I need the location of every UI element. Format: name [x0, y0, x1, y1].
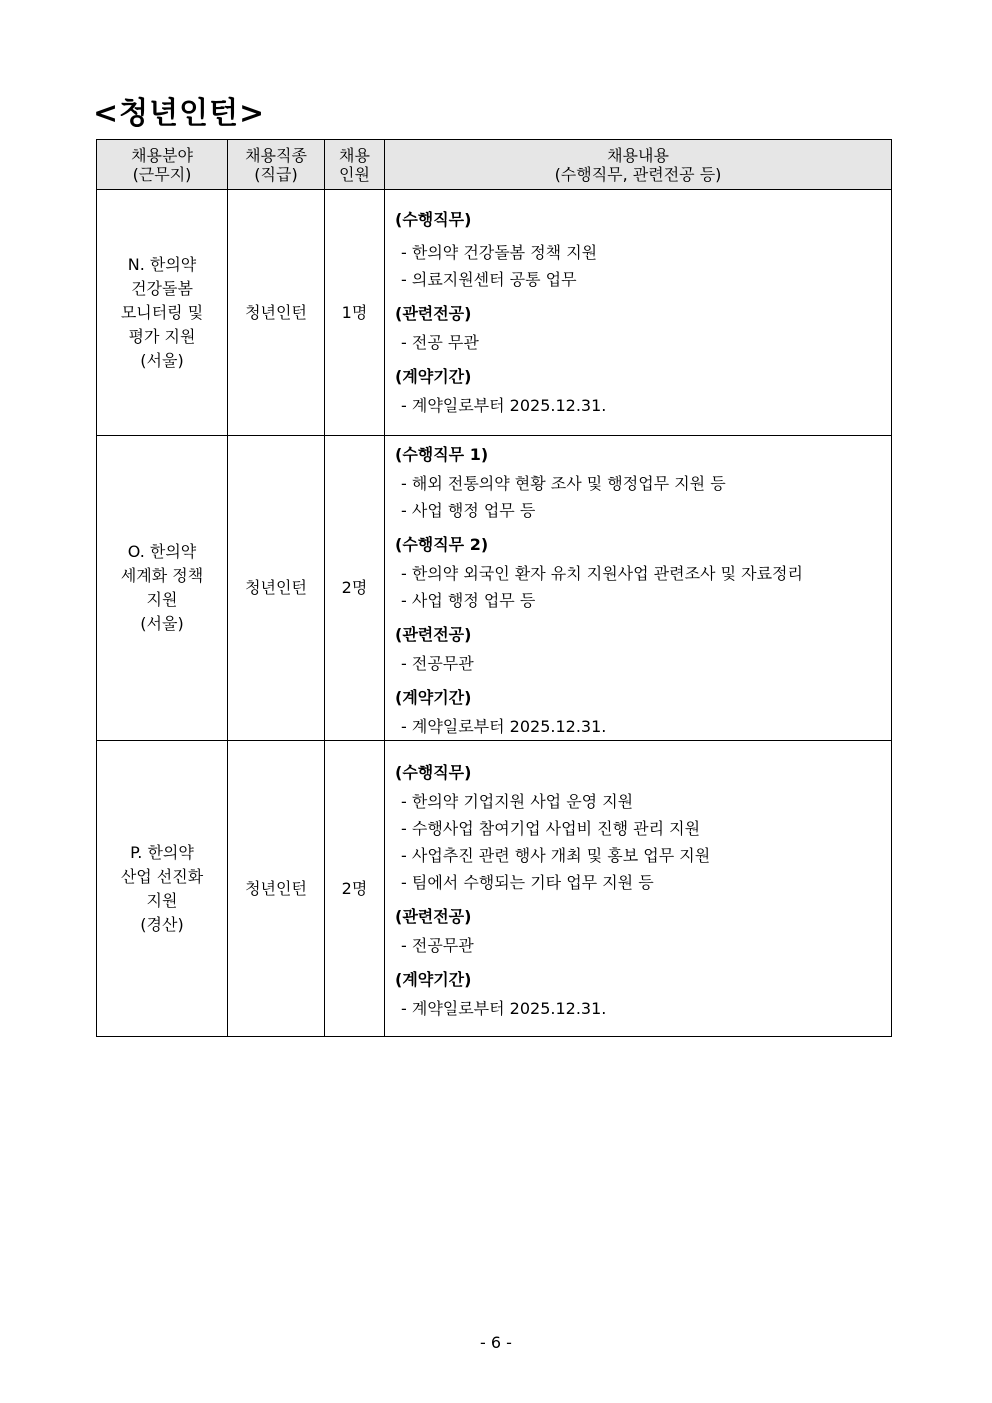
- count-cell: 1명: [325, 190, 385, 436]
- header-field: 채용분야 (근무지): [97, 140, 228, 190]
- list-item: - 수행사업 참여기업 사업비 진행 관리 지원: [401, 819, 701, 838]
- list-item: - 사업 행정 업무 등: [401, 591, 536, 610]
- job-cell: 청년인턴: [228, 741, 325, 1037]
- table-row: [97, 741, 892, 1037]
- recruitment-table: [96, 139, 892, 1037]
- table-header-row: [97, 140, 892, 190]
- content-cell: [385, 190, 892, 436]
- content-cell: [385, 741, 892, 1037]
- list-item: - 팀에서 수행되는 기타 업무 지원 등: [401, 873, 654, 892]
- count-cell: 2명: [325, 436, 385, 741]
- list-item: - 계약일로부터 2025.12.31.: [401, 717, 607, 736]
- section-title: (수행직무): [395, 210, 472, 229]
- field-cell: O. 한의약 세계화 정책 지원 (서울): [97, 436, 228, 741]
- field-cell: P. 한의약 산업 선진화 지원 (경산): [97, 741, 228, 1037]
- list-item: - 한의약 기업지원 사업 운영 지원: [401, 792, 634, 811]
- header-count: 채용 인원: [325, 140, 385, 190]
- list-item: - 전공무관: [401, 654, 474, 673]
- section-title: (계약기간): [395, 688, 472, 707]
- list-item: - 계약일로부터 2025.12.31.: [401, 396, 607, 415]
- list-item: - 사업추진 관련 행사 개최 및 홍보 업무 지원: [401, 846, 711, 865]
- section-title: (관련전공): [395, 625, 472, 644]
- job-cell: 청년인턴: [228, 190, 325, 436]
- list-item: - 한의약 건강돌봄 정책 지원: [401, 243, 598, 262]
- header-content: 채용내용 (수행직무, 관련전공 등): [385, 140, 892, 190]
- count-cell: 2명: [325, 741, 385, 1037]
- section-title: (수행직무 2): [395, 535, 489, 554]
- list-item: - 전공 무관: [401, 333, 479, 352]
- list-item: - 계약일로부터 2025.12.31.: [401, 999, 607, 1018]
- section-title: (수행직무): [395, 763, 472, 782]
- section-title: (계약기간): [395, 367, 472, 386]
- list-item: - 전공무관: [401, 936, 474, 955]
- section-title: (계약기간): [395, 970, 472, 989]
- list-item: - 한의약 외국인 환자 유치 지원사업 관련조사 및 자료정리: [401, 564, 803, 583]
- table-row: [97, 190, 892, 436]
- list-item: - 해외 전통의약 현황 조사 및 행정업무 지원 등: [401, 474, 726, 493]
- content-cell: [385, 436, 892, 741]
- section-title: (관련전공): [395, 304, 472, 323]
- list-item: - 사업 행정 업무 등: [401, 501, 536, 520]
- list-item: - 의료지원센터 공통 업무: [401, 270, 577, 289]
- page-title: <청년인턴>: [93, 96, 266, 131]
- table-row: [97, 436, 892, 741]
- page-number: - 6 -: [480, 1333, 512, 1352]
- header-job: 채용직종 (직급): [228, 140, 325, 190]
- job-cell: 청년인턴: [228, 436, 325, 741]
- section-title: (수행직무 1): [395, 445, 489, 464]
- section-title: (관련전공): [395, 907, 472, 926]
- field-cell: N. 한의약 건강돌봄 모니터링 및 평가 지원 (서울): [97, 190, 228, 436]
